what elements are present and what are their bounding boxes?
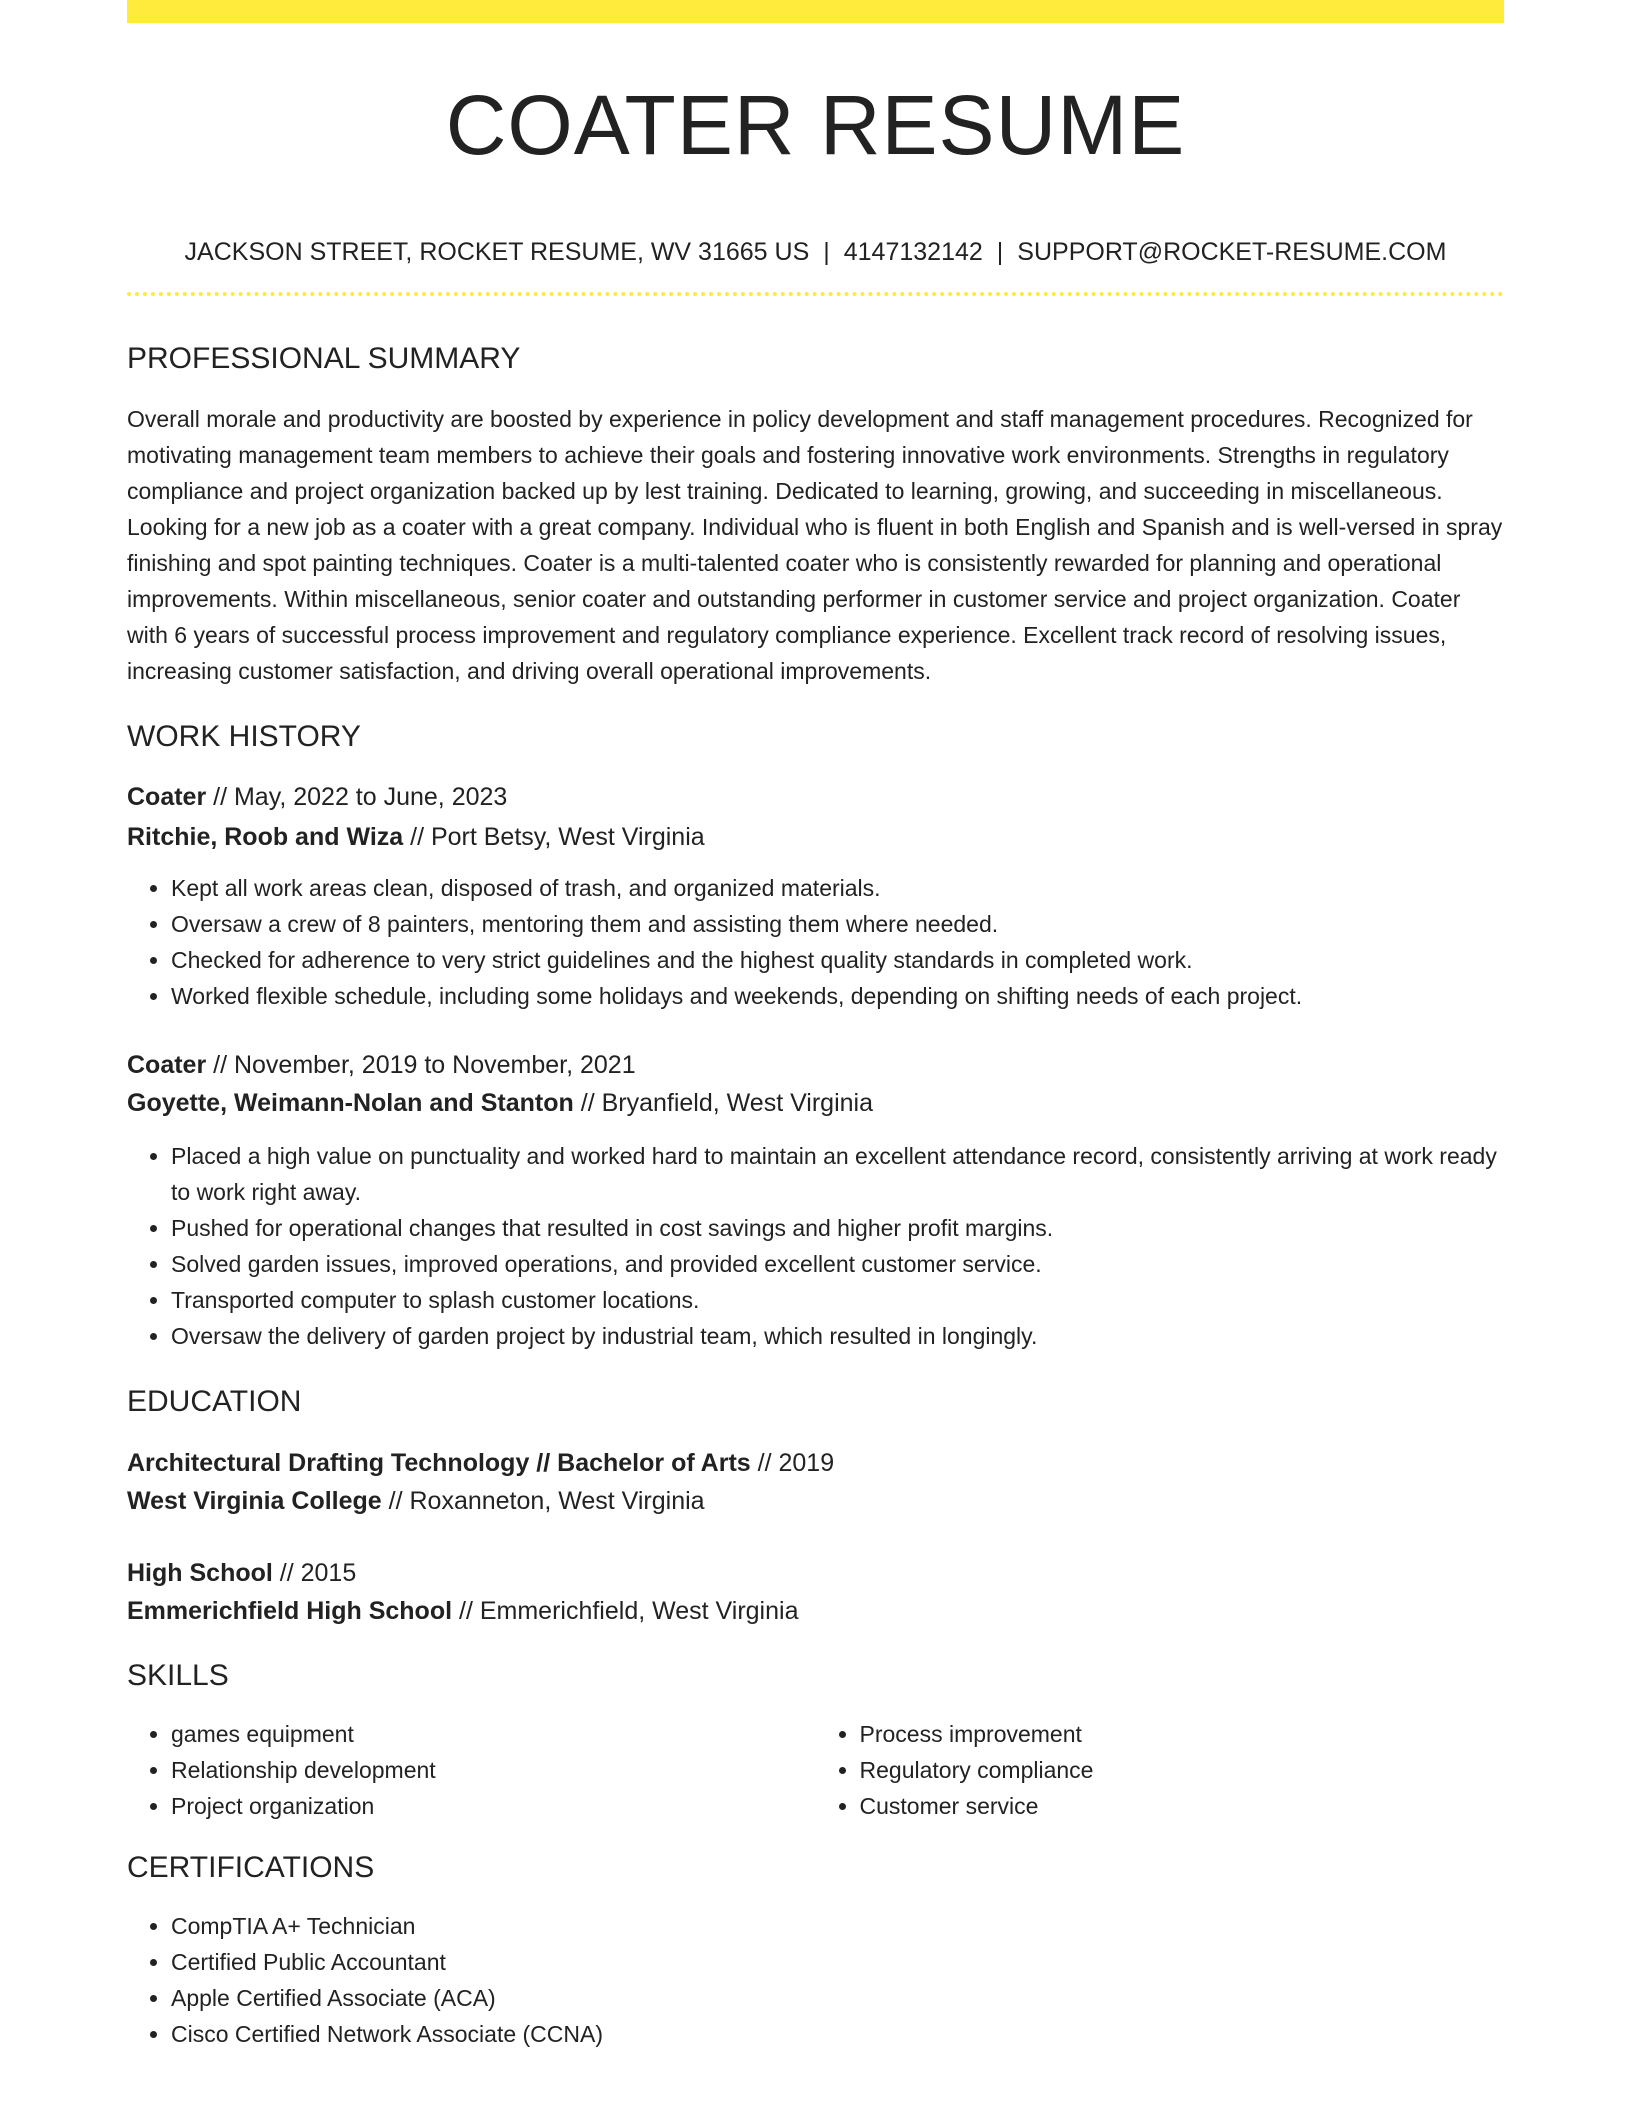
contact-phone: 4147132142 bbox=[843, 238, 983, 266]
job-role-line bbox=[127, 1050, 1504, 1080]
contact-separator: | bbox=[823, 238, 830, 266]
list-item: • Solved garden issues, improved operations, and provided excellent customer service. bbox=[171, 1246, 1504, 1282]
section-title-certifications: CERTIFICATIONS bbox=[127, 1851, 375, 1884]
job-location: // Port Betsy, West Virginia bbox=[403, 823, 705, 851]
education-section bbox=[127, 1384, 1504, 1626]
education-year: // 2015 bbox=[272, 1559, 357, 1587]
job-company: Ritchie, Roob and Wiza bbox=[127, 823, 404, 851]
list-item: • Relationship development bbox=[171, 1752, 816, 1788]
list-item: • CompTIA A+ Technician bbox=[171, 1908, 1504, 1944]
job-entry bbox=[127, 1050, 1504, 1354]
list-item: • Project organization bbox=[171, 1788, 816, 1824]
resume-title: COATER RESUME bbox=[445, 78, 1186, 172]
section-title-work: WORK HISTORY bbox=[127, 720, 361, 753]
education-degree-line bbox=[127, 1558, 1504, 1588]
section-title-skills: SKILLS bbox=[127, 1659, 229, 1692]
list-item: • Transported computer to splash customer locations. bbox=[171, 1282, 1504, 1318]
summary-section bbox=[127, 341, 1504, 689]
skills-section bbox=[127, 1658, 1504, 1824]
list-item: • Regulatory compliance bbox=[860, 1752, 1505, 1788]
list-item: • Oversaw a crew of 8 painters, mentoring them and assisting them where needed. bbox=[171, 906, 1504, 942]
contact-email: SUPPORT@ROCKET-RESUME.COM bbox=[1017, 238, 1447, 266]
list-item: • Process improvement bbox=[860, 1716, 1505, 1752]
certifications-section bbox=[127, 1850, 1504, 2052]
skills-column-right bbox=[816, 1716, 1505, 1824]
list-item: • Cisco Certified Network Associate (CCNA) bbox=[171, 2016, 1504, 2052]
contact-line bbox=[127, 237, 1504, 267]
education-degree: Architectural Drafting Technology // Bachelor of Arts bbox=[127, 1449, 751, 1477]
accent-top-bar bbox=[127, 0, 1504, 23]
education-degree: High School bbox=[127, 1559, 273, 1587]
education-degree-line bbox=[127, 1448, 1504, 1478]
contact-separator: | bbox=[996, 238, 1004, 266]
education-school: Emmerichfield High School bbox=[127, 1597, 453, 1625]
education-school-line bbox=[127, 1486, 1504, 1516]
list-item: • Placed a high value on punctuality and worked hard to maintain an excellent attendance record, consistently arriving at work ready to work right away. bbox=[171, 1138, 1504, 1210]
job-company: Goyette, Weimann-Nolan and Stanton bbox=[127, 1089, 574, 1117]
job-dates: // May, 2022 to June, 2023 bbox=[206, 783, 508, 811]
certifications-list bbox=[127, 1908, 1504, 2052]
job-bullets bbox=[127, 1138, 1504, 1354]
list-item: • Worked flexible schedule, including some holidays and weekends, depending on shifting needs of each project. bbox=[171, 978, 1504, 1014]
job-location: // Bryanfield, West Virginia bbox=[573, 1089, 874, 1117]
education-location: // Emmerichfield, West Virginia bbox=[452, 1597, 799, 1625]
list-item: • Checked for adherence to very strict guidelines and the highest quality standards in completed work. bbox=[171, 942, 1504, 978]
education-school-line bbox=[127, 1596, 1504, 1626]
job-role-line bbox=[127, 782, 1504, 812]
dotted-divider bbox=[127, 292, 1504, 296]
work-history-section bbox=[127, 719, 1504, 1354]
list-item: • Oversaw the delivery of garden project by industrial team, which resulted in longingly. bbox=[171, 1318, 1504, 1354]
education-location: // Roxanneton, West Virginia bbox=[381, 1487, 705, 1515]
list-item: • Pushed for operational changes that resulted in cost savings and higher profit margins. bbox=[171, 1210, 1504, 1246]
list-item: • Certified Public Accountant bbox=[171, 1944, 1504, 1980]
section-title-education: EDUCATION bbox=[127, 1385, 302, 1418]
summary-paragraph: Overall morale and productivity are boosted by experience in policy development and staff management procedures. Recognized for motivating management team members to achieve their goals and fostering innovative work environments. Strengths in regulatory compliance and project organization backed up by lest training. Dedicated to learning, growing, and succeeding in miscellaneous. Looking for a new job as a coater with a great company. Individual who is fluent in both English and Spanish and is well-versed in spray finishing and spot painting techniques. Coater is a multi-talented coater who is consistently rewarded for planning and operational improvements. Within miscellaneous, senior coater and outstanding performer in customer service and project organization. Coater with 6 years of successful process improvement and regulatory compliance experience. Excellent track record of resolving issues, increasing customer satisfaction, and driving overall operational improvements. bbox=[127, 406, 1503, 684]
job-company-line bbox=[127, 822, 1504, 852]
list-item: • games equipment bbox=[171, 1716, 816, 1752]
job-role: Coater bbox=[127, 783, 207, 811]
job-role: Coater bbox=[127, 1051, 207, 1079]
job-bullets bbox=[127, 870, 1504, 1014]
resume-page bbox=[127, 0, 1504, 2052]
job-dates: // November, 2019 to November, 2021 bbox=[206, 1051, 636, 1079]
skills-grid bbox=[127, 1716, 1504, 1824]
list-item: • Apple Certified Associate (ACA) bbox=[171, 1980, 1504, 2016]
education-school: West Virginia College bbox=[127, 1487, 382, 1515]
education-entry bbox=[127, 1558, 1504, 1626]
contact-address: JACKSON STREET, ROCKET RESUME, WV 31665 US bbox=[184, 238, 810, 266]
education-entry bbox=[127, 1448, 1504, 1516]
list-item: • Customer service bbox=[860, 1788, 1505, 1824]
education-year: // 2019 bbox=[750, 1449, 835, 1477]
section-title-summary: PROFESSIONAL SUMMARY bbox=[127, 342, 521, 375]
skills-column-left bbox=[127, 1716, 816, 1824]
list-item: • Kept all work areas clean, disposed of trash, and organized materials. bbox=[171, 870, 1504, 906]
job-entry bbox=[127, 782, 1504, 1014]
job-company-line bbox=[127, 1088, 1504, 1118]
